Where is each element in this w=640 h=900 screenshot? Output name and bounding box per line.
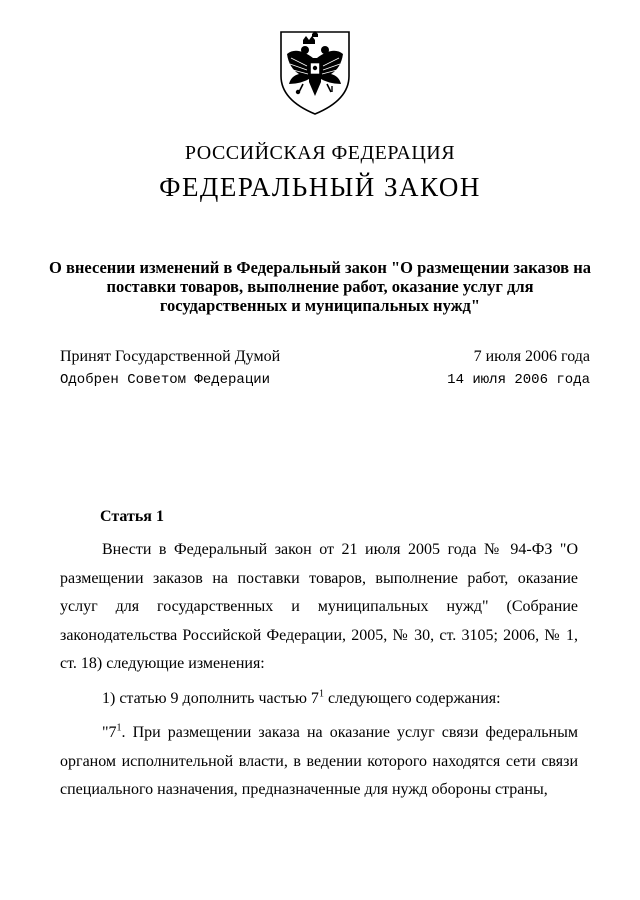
article-item-1 bbox=[60, 685, 578, 714]
quote-number: "7 bbox=[102, 724, 117, 741]
law-title-line: государственных и муниципальных нужд" bbox=[159, 296, 481, 315]
country-name: РОССИЙСКАЯ ФЕДЕРАЦИЯ bbox=[184, 142, 456, 164]
adoption-label: Принят Государственной Думой bbox=[60, 348, 281, 365]
article-intro: Внести в Федеральный закон от 21 июля 2005 года № 94-ФЗ "О размещении заказов на поставки товаров, выполнение работ, оказание услуг для государственных и муниципальных нужд" (Собрание законодательства Российской Федерации, 2005, № 30, ст. 3105; 2006, № 1, ст. 18) следующие изменения: bbox=[60, 541, 578, 672]
law-title-line: О внесении изменений в Федеральный закон "О размещении заказов на bbox=[49, 258, 591, 277]
article-heading: Статья 1 bbox=[100, 508, 164, 525]
item-text: 1) статью 9 дополнить частью 7 bbox=[102, 689, 319, 707]
law-title bbox=[40, 258, 600, 315]
quote-text: . При размещении заказа на оказание услуг связи федеральным органом исполнительной власти, в ведении которого находятся сети связи специального назначения, предназначенные для нужд обороны страны, bbox=[60, 724, 578, 798]
document-type: ФЕДЕРАЛЬНЫЙ ЗАКОН bbox=[159, 172, 481, 202]
quoted-amendment bbox=[60, 719, 578, 805]
approval-label: Одобрен Советом Федерации bbox=[60, 372, 271, 388]
superscript: 1 bbox=[116, 722, 122, 734]
superscript: 1 bbox=[318, 688, 324, 700]
adoption-date: 7 июля 2006 года bbox=[473, 348, 590, 365]
law-title-line: поставки товаров, выполнение работ, оказание услуг для bbox=[106, 277, 534, 296]
article-body bbox=[60, 536, 578, 805]
item-text: следующего содержания: bbox=[323, 689, 501, 707]
approval-date: 14 июля 2006 года bbox=[447, 372, 590, 388]
coat-of-arms-emblem bbox=[275, 28, 355, 118]
